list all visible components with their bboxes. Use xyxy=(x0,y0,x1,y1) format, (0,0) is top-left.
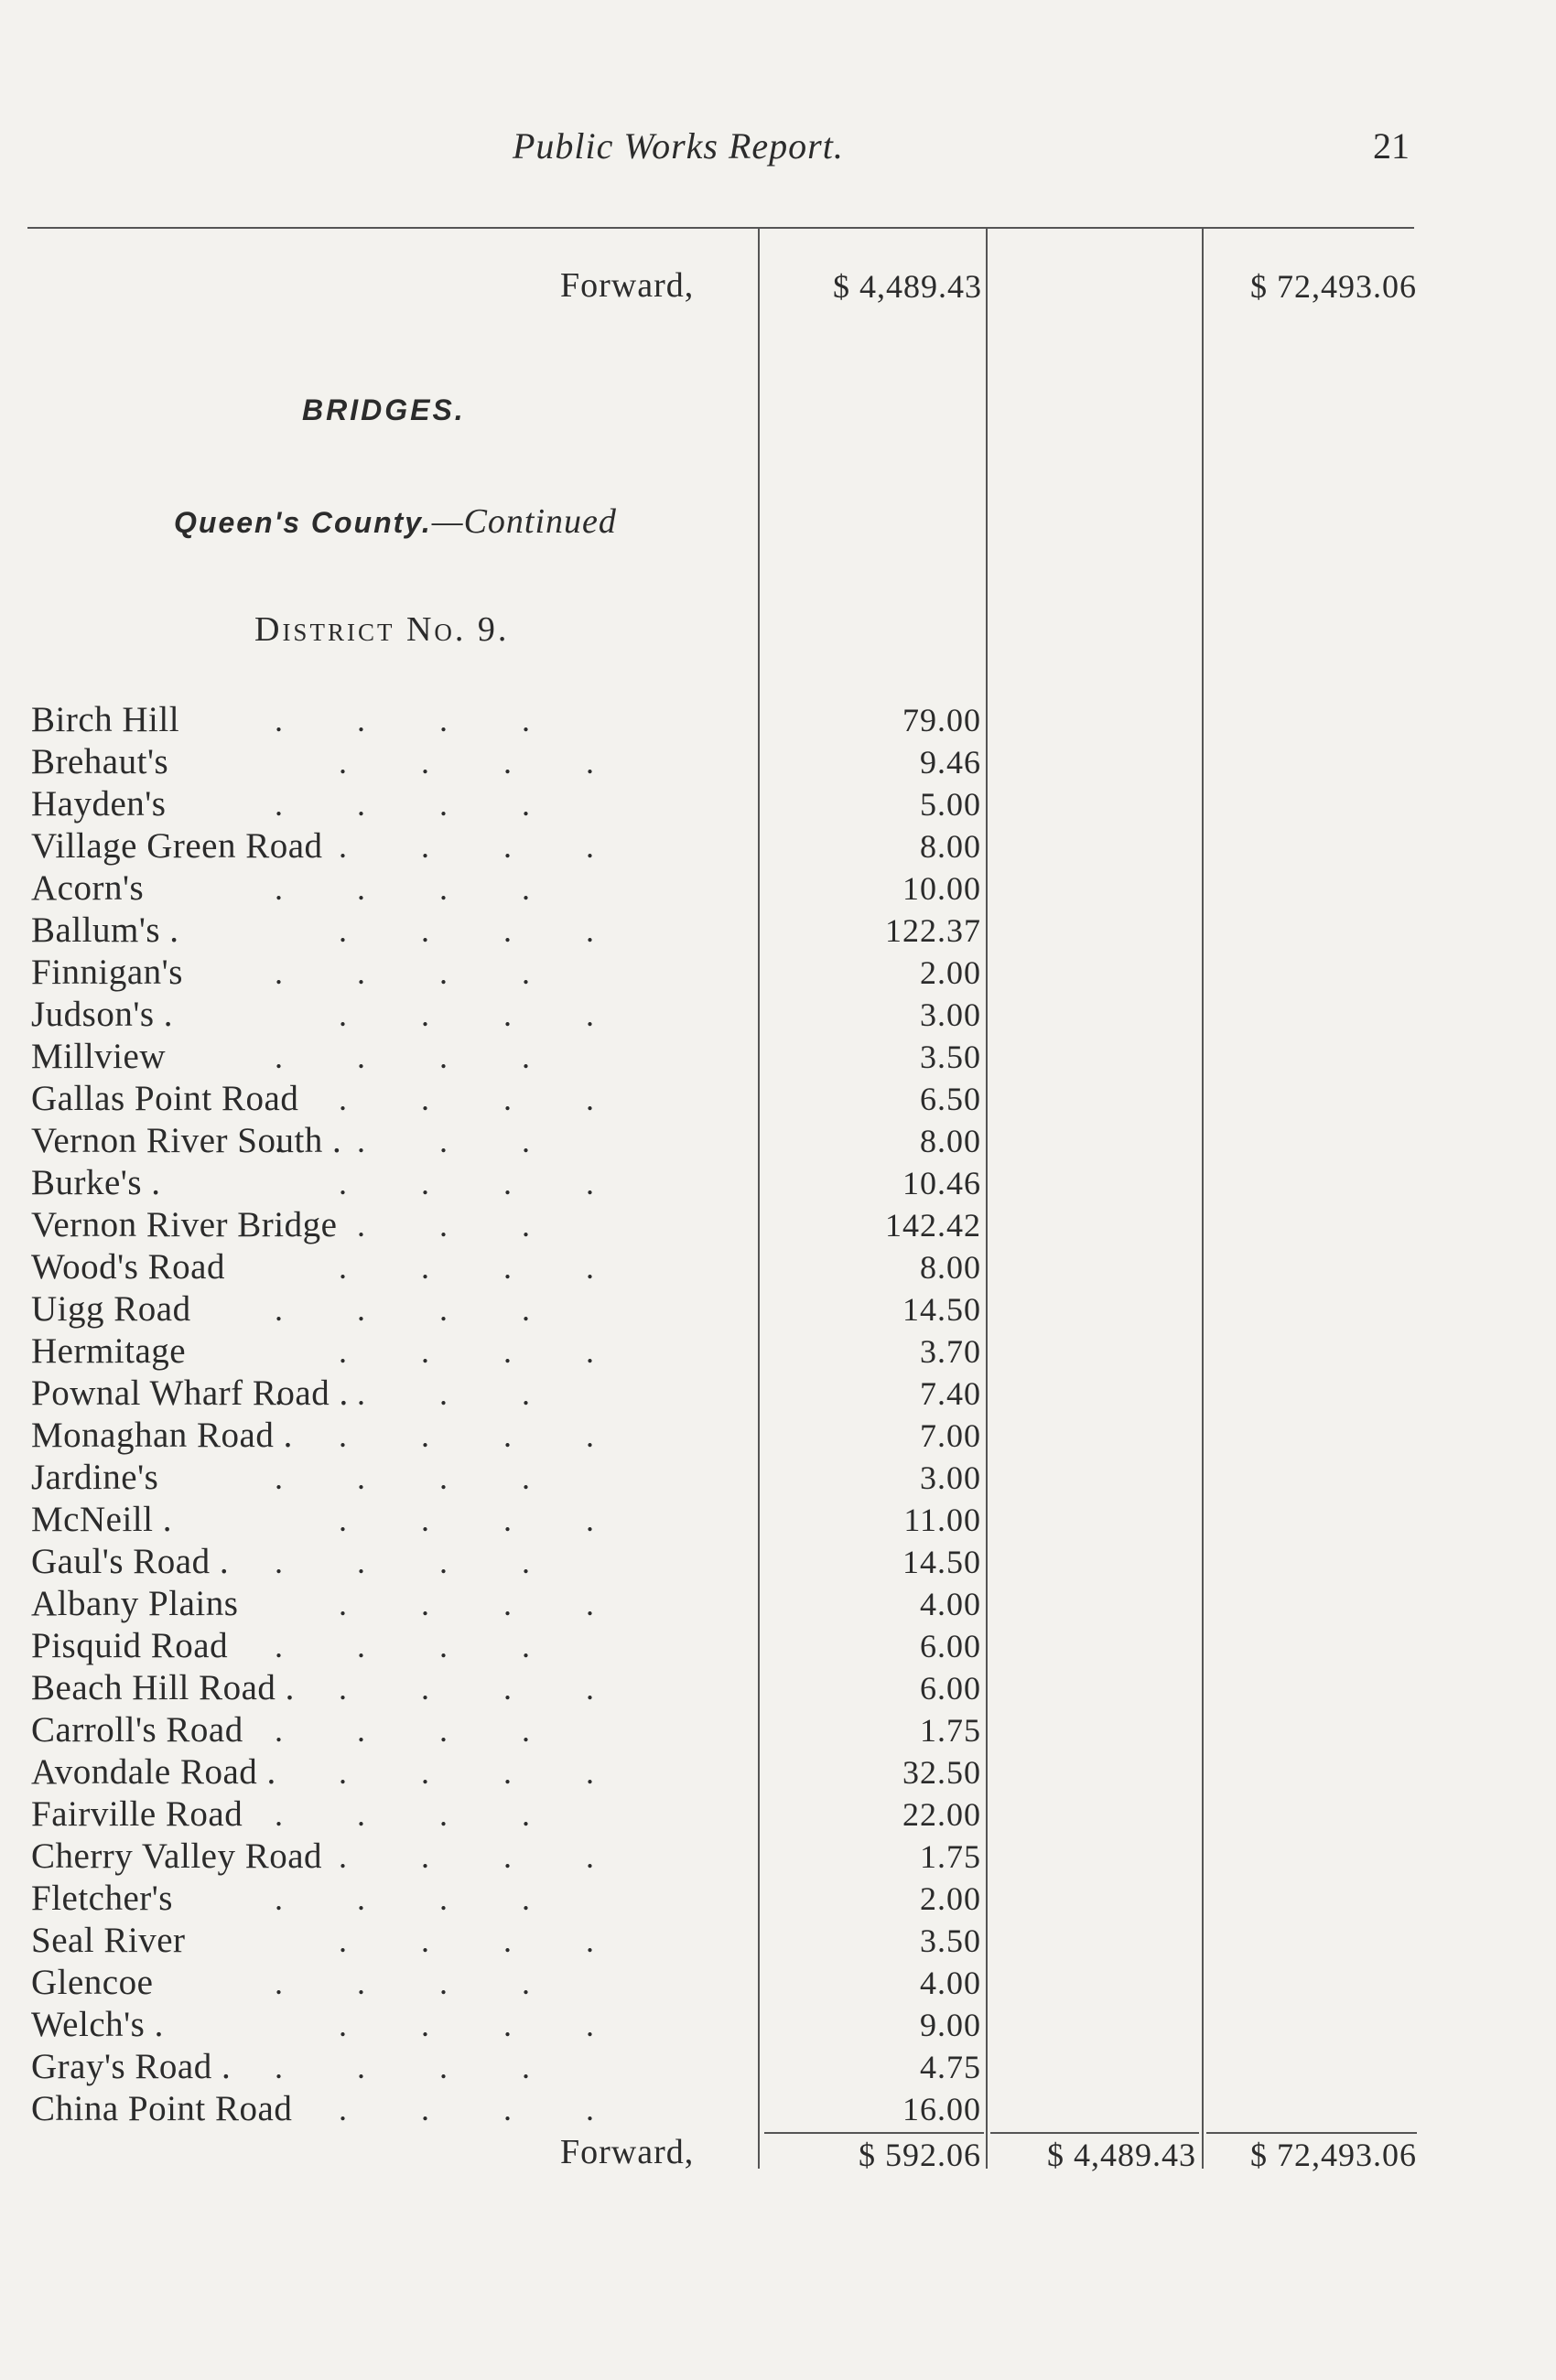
bridge-name: Uigg Road xyxy=(31,1289,191,1329)
table-row xyxy=(0,699,1556,741)
leader-dots: . . . . xyxy=(275,1123,530,1159)
bridge-amount: 9.46 xyxy=(920,744,981,781)
leader-dots: . . . . xyxy=(339,828,594,865)
table-row xyxy=(0,2088,1556,2130)
bridge-name: Avondale Road . xyxy=(31,1752,276,1792)
leader-dots: . . . . xyxy=(275,1628,530,1664)
bridge-amount: 11.00 xyxy=(903,1502,981,1538)
leader-dots: . . . . xyxy=(339,1417,594,1454)
bridge-amount: 22.00 xyxy=(902,1796,981,1833)
table-row xyxy=(0,1751,1556,1793)
bridge-amount: 6.50 xyxy=(920,1081,981,1117)
bridge-amount: 1.75 xyxy=(920,1712,981,1749)
bridge-name: Vernon River Bridge xyxy=(31,1205,338,1244)
leader-dots: . . . . xyxy=(275,1796,530,1833)
bridge-amount: 3.50 xyxy=(920,1922,981,1959)
bridge-list xyxy=(0,699,1556,2130)
bridge-name: Hermitage xyxy=(31,1331,187,1371)
forward-top-col3 xyxy=(1250,267,1417,306)
sum-rule-col2 xyxy=(990,2132,1199,2134)
bridge-amount: 3.00 xyxy=(920,1459,981,1496)
bridge-amount: 3.70 xyxy=(920,1333,981,1370)
table-row xyxy=(0,1373,1556,1415)
bridge-name: Pisquid Road xyxy=(31,1626,229,1665)
forward-label-bottom: Forward, xyxy=(560,2133,695,2171)
dollar-sign: $ xyxy=(1047,2137,1064,2173)
bridge-amount: 32.50 xyxy=(902,1754,981,1791)
bridge-name: Judson's . xyxy=(31,995,174,1034)
table-row xyxy=(0,1583,1556,1625)
leader-dots: . . . . xyxy=(339,2007,594,2043)
bridge-amount: 1.75 xyxy=(920,1838,981,1875)
bridge-amount: 10.46 xyxy=(902,1165,981,1201)
bridge-amount: 8.00 xyxy=(920,1249,981,1286)
bridge-name: Millview xyxy=(31,1037,166,1076)
bridge-amount: 142.42 xyxy=(885,1207,981,1244)
table-row xyxy=(0,1162,1556,1204)
forward-bottom-col1 xyxy=(859,2136,981,2174)
forward-bottom-col3-value: 72,493.06 xyxy=(1277,2137,1417,2173)
bridge-amount: 79.00 xyxy=(902,702,981,738)
bridge-name: Glencoe xyxy=(31,1963,154,2002)
table-row xyxy=(0,1836,1556,1878)
table-row xyxy=(0,1457,1556,1499)
leader-dots: . . . . xyxy=(339,996,594,1033)
leader-dots: . . . . xyxy=(339,1502,594,1538)
county-heading xyxy=(174,501,617,542)
bridge-amount: 14.50 xyxy=(902,1291,981,1328)
dollar-sign: $ xyxy=(1250,268,1268,305)
table-row xyxy=(0,1288,1556,1330)
bridge-amount: 16.00 xyxy=(902,2091,981,2127)
bridge-amount: 122.37 xyxy=(885,912,981,949)
leader-dots: . . . . xyxy=(275,702,530,738)
table-row xyxy=(0,1625,1556,1667)
table-row xyxy=(0,1120,1556,1162)
leader-dots: . . . . xyxy=(339,1333,594,1370)
table-row xyxy=(0,1246,1556,1288)
page-header-title: Public Works Report. xyxy=(513,125,844,167)
table-row xyxy=(0,1709,1556,1751)
district-heading: District No. 9. xyxy=(254,610,510,649)
bridge-amount: 9.00 xyxy=(920,2007,981,2043)
bridge-name: Birch Hill xyxy=(31,700,180,739)
leader-dots: . . . . xyxy=(275,1375,530,1412)
forward-top-col2 xyxy=(833,267,982,306)
bridge-amount: 2.00 xyxy=(920,954,981,991)
bridge-amount: 4.00 xyxy=(920,1965,981,2001)
bridge-name: Jardine's xyxy=(31,1458,159,1497)
dollar-sign: $ xyxy=(859,2137,876,2173)
table-row xyxy=(0,1920,1556,1962)
sum-rule-col1 xyxy=(764,2132,984,2134)
bridge-name: Albany Plains xyxy=(31,1584,239,1623)
table-row xyxy=(0,1962,1556,2004)
bridge-amount: 2.00 xyxy=(920,1880,981,1917)
leader-dots: . . . . xyxy=(339,744,594,781)
forward-bottom-col1-value: 592.06 xyxy=(885,2137,981,2173)
bridge-amount: 6.00 xyxy=(920,1670,981,1707)
table-row xyxy=(0,741,1556,783)
forward-label-top: Forward, xyxy=(560,266,695,305)
table-row xyxy=(0,2046,1556,2088)
page-number: 21 xyxy=(1373,125,1410,167)
table-row xyxy=(0,952,1556,994)
bridge-amount: 4.00 xyxy=(920,1586,981,1622)
bridge-name: Brehaut's xyxy=(31,742,169,781)
table-row xyxy=(0,1078,1556,1120)
bridge-amount: 7.40 xyxy=(920,1375,981,1412)
leader-dots: . . . . xyxy=(275,786,530,823)
county-name: Queen's County. xyxy=(174,506,432,539)
bridge-name: Gray's Road . xyxy=(31,2047,232,2086)
bridge-name: Finnigan's xyxy=(31,953,183,992)
leader-dots: . . . . xyxy=(339,1838,594,1875)
forward-bottom-col2-value: 4,489.43 xyxy=(1074,2137,1196,2173)
bridge-amount: 3.00 xyxy=(920,996,981,1033)
bridge-name: Hayden's xyxy=(31,784,167,824)
leader-dots: . . . . xyxy=(339,1586,594,1622)
bridge-name: Gallas Point Road xyxy=(31,1079,299,1118)
bridge-name: McNeill . xyxy=(31,1500,172,1539)
bridge-amount: 10.00 xyxy=(902,870,981,907)
table-row xyxy=(0,910,1556,952)
bridge-name: Welch's . xyxy=(31,2005,164,2044)
table-row xyxy=(0,1499,1556,1541)
leader-dots: . . . . xyxy=(339,1081,594,1117)
leader-dots: . . . . xyxy=(275,1291,530,1328)
sum-rule-col3 xyxy=(1206,2132,1417,2134)
table-row xyxy=(0,1330,1556,1373)
bridge-name: Ballum's . xyxy=(31,910,179,950)
bridge-name: Cherry Valley Road xyxy=(31,1836,323,1876)
bridge-amount: 5.00 xyxy=(920,786,981,823)
bridge-name: Gaul's Road . xyxy=(31,1542,230,1581)
leader-dots: . . . . xyxy=(339,1670,594,1707)
bridge-amount: 8.00 xyxy=(920,828,981,865)
bridge-name: Acorn's xyxy=(31,868,145,908)
table-row xyxy=(0,1415,1556,1457)
section-heading: BRIDGES. xyxy=(302,393,466,426)
leader-dots: . . . . xyxy=(275,1459,530,1496)
dollar-sign: $ xyxy=(833,268,850,305)
forward-top-col2-value: 4,489.43 xyxy=(859,268,982,305)
bridge-name: Village Green Road xyxy=(31,826,323,866)
bridge-amount: 8.00 xyxy=(920,1123,981,1159)
leader-dots: . . . . xyxy=(275,2049,530,2085)
bridge-name: Burke's . xyxy=(31,1163,161,1202)
leader-dots: . . . . xyxy=(339,1165,594,1201)
leader-dots: . . . . xyxy=(275,1965,530,2001)
table-row xyxy=(0,1667,1556,1709)
leader-dots: . . . . xyxy=(275,1207,530,1244)
table-row xyxy=(0,825,1556,867)
bridge-name: Seal River xyxy=(31,1921,186,1960)
bridge-name: China Point Road xyxy=(31,2089,293,2128)
bridge-name: Monaghan Road . xyxy=(31,1416,293,1455)
leader-dots: . . . . xyxy=(275,954,530,991)
table-row xyxy=(0,1541,1556,1583)
bridge-name: Beach Hill Road . xyxy=(31,1668,295,1707)
table-row xyxy=(0,994,1556,1036)
bridge-name: Fairville Road xyxy=(31,1794,243,1834)
bridge-amount: 7.00 xyxy=(920,1417,981,1454)
leader-dots: . . . . xyxy=(275,1880,530,1917)
leader-dots: . . . . xyxy=(339,912,594,949)
bridge-amount: 3.50 xyxy=(920,1039,981,1075)
forward-bottom-col3 xyxy=(1250,2136,1417,2174)
bridge-name: Pownal Wharf Road . xyxy=(31,1373,349,1413)
leader-dots: . . . . xyxy=(275,1039,530,1075)
table-row xyxy=(0,1878,1556,1920)
leader-dots: . . . . xyxy=(275,1544,530,1580)
table-row xyxy=(0,867,1556,910)
header-rule xyxy=(27,227,1414,229)
bridge-amount: 14.50 xyxy=(902,1544,981,1580)
leader-dots: . . . . xyxy=(275,1712,530,1749)
county-continued: —Continued xyxy=(431,502,617,541)
table-row xyxy=(0,783,1556,825)
bridge-amount: 4.75 xyxy=(920,2049,981,2085)
dollar-sign: $ xyxy=(1250,2137,1268,2173)
table-row xyxy=(0,2004,1556,2046)
bridge-name: Vernon River South . xyxy=(31,1121,342,1160)
leader-dots: . . . . xyxy=(339,1754,594,1791)
forward-top-col3-value: 72,493.06 xyxy=(1277,268,1417,305)
forward-bottom-col2 xyxy=(1047,2136,1196,2174)
leader-dots: . . . . xyxy=(275,870,530,907)
bridge-name: Carroll's Road xyxy=(31,1710,243,1750)
table-row xyxy=(0,1036,1556,1078)
leader-dots: . . . . xyxy=(339,1249,594,1286)
bridge-amount: 6.00 xyxy=(920,1628,981,1664)
leader-dots: . . . . xyxy=(339,1922,594,1959)
leader-dots: . . . . xyxy=(339,2091,594,2127)
bridge-name: Wood's Road xyxy=(31,1247,225,1287)
table-row xyxy=(0,1204,1556,1246)
table-row xyxy=(0,1793,1556,1836)
bridge-name: Fletcher's xyxy=(31,1879,173,1918)
